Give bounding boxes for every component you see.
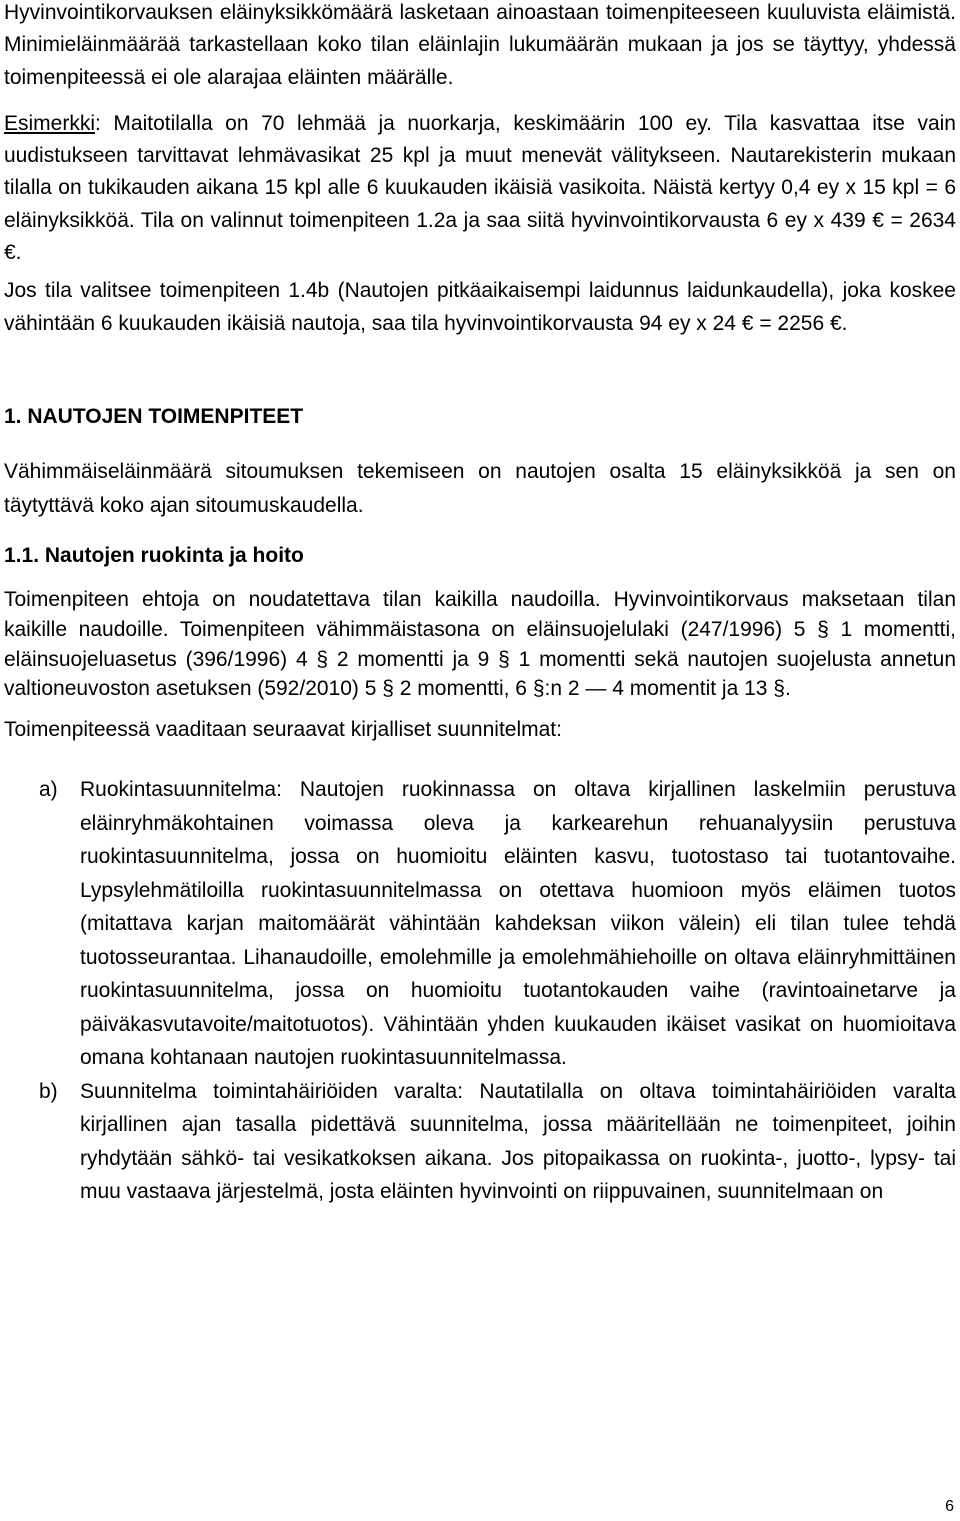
document-page — [4, 0, 956, 1209]
example-label: Esimerkki — [4, 111, 96, 135]
section-intro-paragraph: Vähimmäiseläinmäärä sitoumuksen tekemiseen on nautojen osalta 15 eläinyksikköä ja sen on täytyttävä koko ajan sitoumuskaudella. — [4, 459, 956, 517]
example-paragraph — [4, 108, 956, 269]
plans-intro-paragraph: Toimenpiteessä vaaditaan seuraavat kirjalliset suunnitelmat: — [4, 718, 562, 742]
intro-paragraph: Hyvinvointikorvauksen eläinyksikkömäärä lasketaan ainoastaan toimenpiteeseen kuuluvista eläimistä. Minimieläinmäärää tarkastellaan koko tilan eläinlajin lukumäärän mukaan ja jos se täyttyy, yhdessä toimenpiteessä ei ole alarajaa eläinten määrälle. — [4, 1, 956, 89]
plans-list — [4, 773, 956, 1209]
subsection-heading: 1.1. Nautojen ruokinta ja hoito — [4, 543, 304, 567]
subsection-body-paragraph: Toimenpiteen ehtoja on noudatettava tilan kaikilla naudoilla. Hyvinvointikorvaus maksetaan tilan kaikille naudoille. Toimenpiteen vähimmäistasona on eläinsuojelulaki (247/1996) 5 § 1 momentti, eläinsuojeluasetus (396/1996) 4 § 2 momentti ja 9 § 1 momentti sekä nautojen suojelusta annetun valtioneuvoston asetuksen (592/2010) 5 § 2 momentti, 6 §:n 2 — 4 momentit ja 13 §. — [4, 587, 956, 701]
list-item — [4, 1075, 956, 1209]
list-marker: b) — [39, 1079, 58, 1103]
section-heading: 1. NAUTOJEN TOIMENPITEET — [4, 404, 304, 428]
list-item — [4, 773, 956, 1075]
example-text: : Maitotilalla on 70 lehmää ja nuorkarja, keskimäärin 100 ey. Tila kasvattaa itse vain uudistukseen tarvittavat lehmävasikat 25 kpl ja muut menevät välitykseen. Nautarekisterin mukaan tilalla on tukikauden aikana 15 kpl alle 6 kuukauden ikäisiä vasikoita. Näistä kertyy 0,4 ey x 15 kpl = 6 eläinyksikköä. Tila on valinnut toimenpiteen 1.2a ja saa siitä hyvinvointikorvausta 6 ey x 439 € = 2634 €. — [4, 111, 956, 265]
alternative-option-paragraph: Jos tila valitsee toimenpiteen 1.4b (Nautojen pitkäaikaisempi laidunnus laidunkaudella), joka koskee vähintään 6 kuukauden ikäisiä nautoja, saa tila hyvinvointikorvausta 94 ey x 24 € = 2256 €. — [4, 279, 956, 335]
list-item-text: Ruokintasuunnitelma: Nautojen ruokinnassa on oltava kirjallinen laskelmiin perustuva eläinryhmäkohtainen voimassa oleva ja karkearehun rehuanalyysiin perustuva ruokintasuunnitelma, jossa on huomioitu eläinten kasvu, tuotostaso tai tuotantovaihe. Lypsylehmätiloilla ruokintasuunnitelmassa on otettava huomioon myös eläimen tuotos (mitattava karjan maitomäärät vähintään kahdeksan viikon välein) eli tilan tulee tehdä tuotosseurantaa. Lihanaudoille, emolehmille ja emolehmähiehoille on oltava eläinryhmittäinen ruokintasuunnitelma, jossa on huomioitu tuotantokauden vaihe (ravintoainetarve ja päiväkasvutavoite/maitotuotos). Vähintään yhden kuukauden ikäiset vasikat on huomioitava omana kohtanaan nautojen ruokintasuunnitelmassa. — [80, 778, 956, 1070]
list-item-text: Suunnitelma toimintahäiriöiden varalta: Nautatilalla on oltava toimintahäiriöiden varalta kirjallinen ajan tasalla pidettävä suunnitelma, jossa määritellään ne toimenpiteet, joihin ryhdytään sähkö- tai vesikatkoksen aikana. Jos pitopaikassa on ruokinta-, juotto-, lypsy- tai muu vastaava järjestelmä, josta eläinten hyvinvointi on riippuvainen, suunnitelmaan on — [80, 1079, 956, 1204]
page-number: 6 — [945, 1498, 954, 1515]
list-marker: a) — [39, 778, 58, 802]
